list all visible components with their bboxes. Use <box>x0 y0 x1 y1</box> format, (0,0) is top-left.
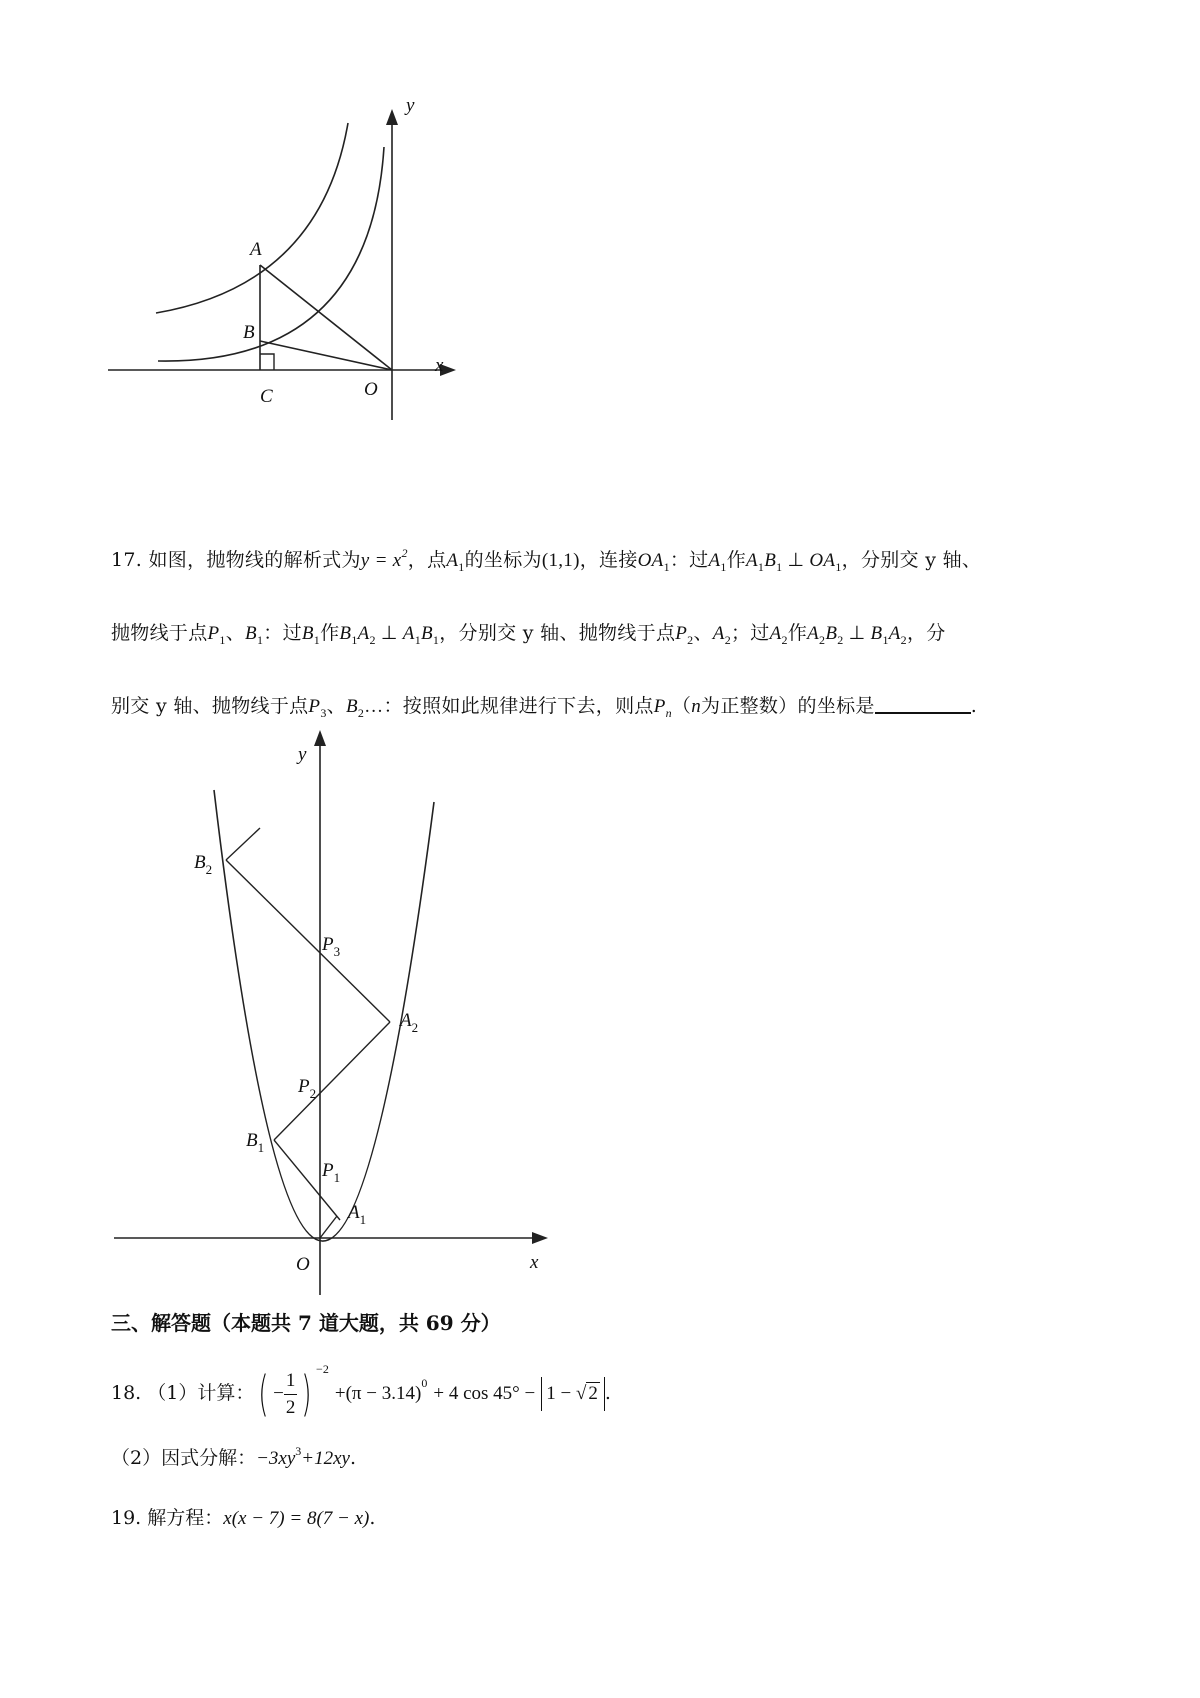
q18-number: 18. <box>111 1382 142 1404</box>
upper-curve <box>156 123 348 313</box>
period: . <box>604 1382 611 1404</box>
q17-math: B <box>825 623 838 644</box>
q17-text: 抛物线于点 <box>111 622 208 644</box>
q17-point-p1: P <box>207 623 220 644</box>
q17-subscript: 3 <box>320 706 327 720</box>
label-b1: $B_1$ <box>246 1130 265 1155</box>
q17-text: ，点 <box>407 549 447 571</box>
q17-text: 为正整数）的坐标是 <box>701 695 875 717</box>
q17-subscript: 1 <box>458 560 465 574</box>
segment-ao <box>260 265 392 370</box>
q17-subscript: 1 <box>432 633 440 647</box>
q17-subscript: 2 <box>781 633 788 647</box>
q17-eq-exponent: 2 <box>401 546 408 560</box>
q17-text: ，分别交 y 轴、 <box>841 549 982 571</box>
q17-point-a1: A <box>708 550 721 571</box>
q17-math: B <box>764 550 777 571</box>
label-x: x <box>435 355 444 376</box>
q17-text: （ <box>671 695 692 717</box>
q17-point-b2: B <box>345 696 358 717</box>
q17-math: B <box>421 623 433 644</box>
q17-math: A <box>888 623 901 644</box>
x-axis-arrow <box>532 1232 548 1244</box>
q17-text: 作 <box>726 549 747 571</box>
q17-subscript: 2 <box>837 633 844 647</box>
q17-math: OA <box>809 550 836 571</box>
fraction-denominator: 2 <box>285 1396 296 1418</box>
label-y: y <box>298 744 307 765</box>
q17-subscript: 1 <box>720 560 727 574</box>
q17-perp-symbol: ⊥ <box>843 623 871 644</box>
q17-text: ；过 <box>731 622 770 644</box>
q17-point-pn: P <box>653 696 666 717</box>
label-o: O <box>296 1254 310 1275</box>
q17-point-b1: B <box>245 623 257 644</box>
label-p3: $P_3$ <box>322 934 341 959</box>
q17-text: ，连接 <box>579 549 638 571</box>
q17-subscript: 1 <box>219 633 226 647</box>
segment-b1a2 <box>274 1022 390 1140</box>
q17-point-p3: P <box>308 696 321 717</box>
label-b2: $B_2$ <box>194 852 213 877</box>
q17-subscript: 2 <box>687 633 694 647</box>
question-18-part-1 <box>111 1362 611 1422</box>
q17-separator: 、 <box>693 622 713 644</box>
q17-subscript: 2 <box>357 706 365 720</box>
q17-text: ：过 <box>669 549 709 571</box>
segment-bo <box>260 341 392 370</box>
q17-math: B <box>870 623 883 644</box>
q17-text: 作 <box>320 622 340 644</box>
q17-subscript: 1 <box>256 633 264 647</box>
q17-point-a2: A <box>712 623 725 644</box>
minus-sign: − <box>273 1383 284 1404</box>
label-x: x <box>530 1252 539 1273</box>
segment-a2b2 <box>226 860 390 1022</box>
radicand: 2 <box>588 1383 598 1404</box>
q17-text: . <box>970 695 978 717</box>
q17-subscript: 1 <box>351 633 358 647</box>
q17-perp-symbol: ⊥ <box>375 623 403 644</box>
q17-math: A <box>402 623 415 644</box>
q17-equation: y = x <box>360 550 402 571</box>
right-paren: ) <box>301 1366 312 1422</box>
term-cos: + 4 cos 45° − <box>433 1383 536 1404</box>
q17-text: ，分别交 y 轴、抛物线于点 <box>439 622 676 644</box>
period: . <box>349 1447 357 1469</box>
left-paren: ( <box>258 1366 269 1422</box>
label-c: C <box>260 386 273 407</box>
q17-math: A <box>807 623 820 644</box>
q17-ellipsis: … <box>364 696 384 717</box>
q17-subscript: 1 <box>663 560 670 574</box>
q17-point-a1: A <box>446 550 459 571</box>
q19-number: 19. <box>111 1507 142 1529</box>
q17-subscript: 2 <box>369 633 376 647</box>
fraction-numerator: 1 <box>284 1368 298 1395</box>
exponent-0: 0 <box>421 1376 428 1390</box>
q17-subscript: 2 <box>900 633 907 647</box>
expression-term2: +12xy <box>301 1448 350 1469</box>
q17-separator: 、 <box>225 622 246 644</box>
lower-curve <box>158 147 384 361</box>
q17-text: ，分 <box>906 622 946 644</box>
period: . <box>369 1507 376 1529</box>
section-3-heading: 三、解答题（本题共 7 道大题，共 69 分） <box>111 1311 501 1335</box>
q17-math: B <box>339 623 352 644</box>
term-pi: +(π − 3.14) <box>334 1383 422 1404</box>
q17-coordinate: (1,1) <box>541 550 580 571</box>
label-a2: $A_2$ <box>400 1010 419 1035</box>
q17-text: 作 <box>787 622 808 644</box>
label-b: B <box>243 322 255 343</box>
figure-2-parabola-diagram <box>100 720 560 1300</box>
q19-text: 解方程： <box>147 1507 224 1529</box>
exponent-neg2: −2 <box>316 1362 329 1376</box>
q17-subscript: 1 <box>835 560 842 574</box>
q18-part2-label: （2）因式分解： <box>111 1447 257 1469</box>
label-a1: $A_1$ <box>348 1202 367 1227</box>
fraction-one-half <box>284 1368 298 1421</box>
q17-math: A <box>357 623 370 644</box>
q17-subscript: 1 <box>776 560 783 574</box>
q17-segment-oa1: OA <box>637 550 664 571</box>
q17-point-b1: B <box>301 623 314 644</box>
q17-subscript: 1 <box>757 560 765 574</box>
label-a: A <box>250 239 262 260</box>
q17-point-p2: P <box>675 623 688 644</box>
q17-point-a2: A <box>769 623 782 644</box>
q17-subscript: 2 <box>724 633 731 647</box>
right-angle-mark <box>260 354 274 370</box>
segment-oa1 <box>320 1216 337 1238</box>
label-o: O <box>364 379 378 400</box>
y-axis-arrow <box>386 109 398 125</box>
q17-text: 如图，抛物线的解析式为 <box>148 549 361 571</box>
q17-number: 17. <box>111 549 143 571</box>
answer-blank <box>875 692 971 714</box>
q17-n: n <box>691 696 702 717</box>
q17-subscript: 1 <box>414 633 422 647</box>
label-p1: $P_1$ <box>322 1160 341 1185</box>
q17-text: ：按照如此规律进行下去，则点 <box>383 695 654 717</box>
q17-subscript: 1 <box>313 633 321 647</box>
segment-b2-continue <box>226 828 260 860</box>
q17-subscript: n <box>665 706 672 720</box>
q19-equation: x(x − 7) = 8(7 − x) <box>223 1508 370 1529</box>
q17-text: 的坐标为 <box>464 549 542 571</box>
figure-1-hyperbola-diagram <box>100 95 500 465</box>
question-19 <box>111 1503 375 1530</box>
question-18-part-2 <box>111 1443 356 1470</box>
q17-subscript: 1 <box>882 633 889 647</box>
question-17 <box>111 520 1111 746</box>
q17-text: ：过 <box>263 622 302 644</box>
expression-term1: −3xy <box>256 1448 296 1469</box>
absolute-value <box>541 1377 605 1411</box>
abs-inner: 1 − √ <box>546 1383 587 1404</box>
label-y: y <box>406 95 415 116</box>
q17-text: 别交 y 轴、抛物线于点 <box>111 695 309 717</box>
q17-math: A <box>746 550 758 571</box>
q18-part1-label: （1）计算： <box>147 1382 255 1404</box>
exponent-3: 3 <box>295 1444 302 1458</box>
y-axis-arrow <box>314 730 326 746</box>
q17-subscript: 2 <box>819 633 826 647</box>
label-p2: $P_2$ <box>298 1076 317 1101</box>
q17-perp-symbol: ⊥ <box>782 550 810 571</box>
q17-separator: 、 <box>326 695 346 717</box>
